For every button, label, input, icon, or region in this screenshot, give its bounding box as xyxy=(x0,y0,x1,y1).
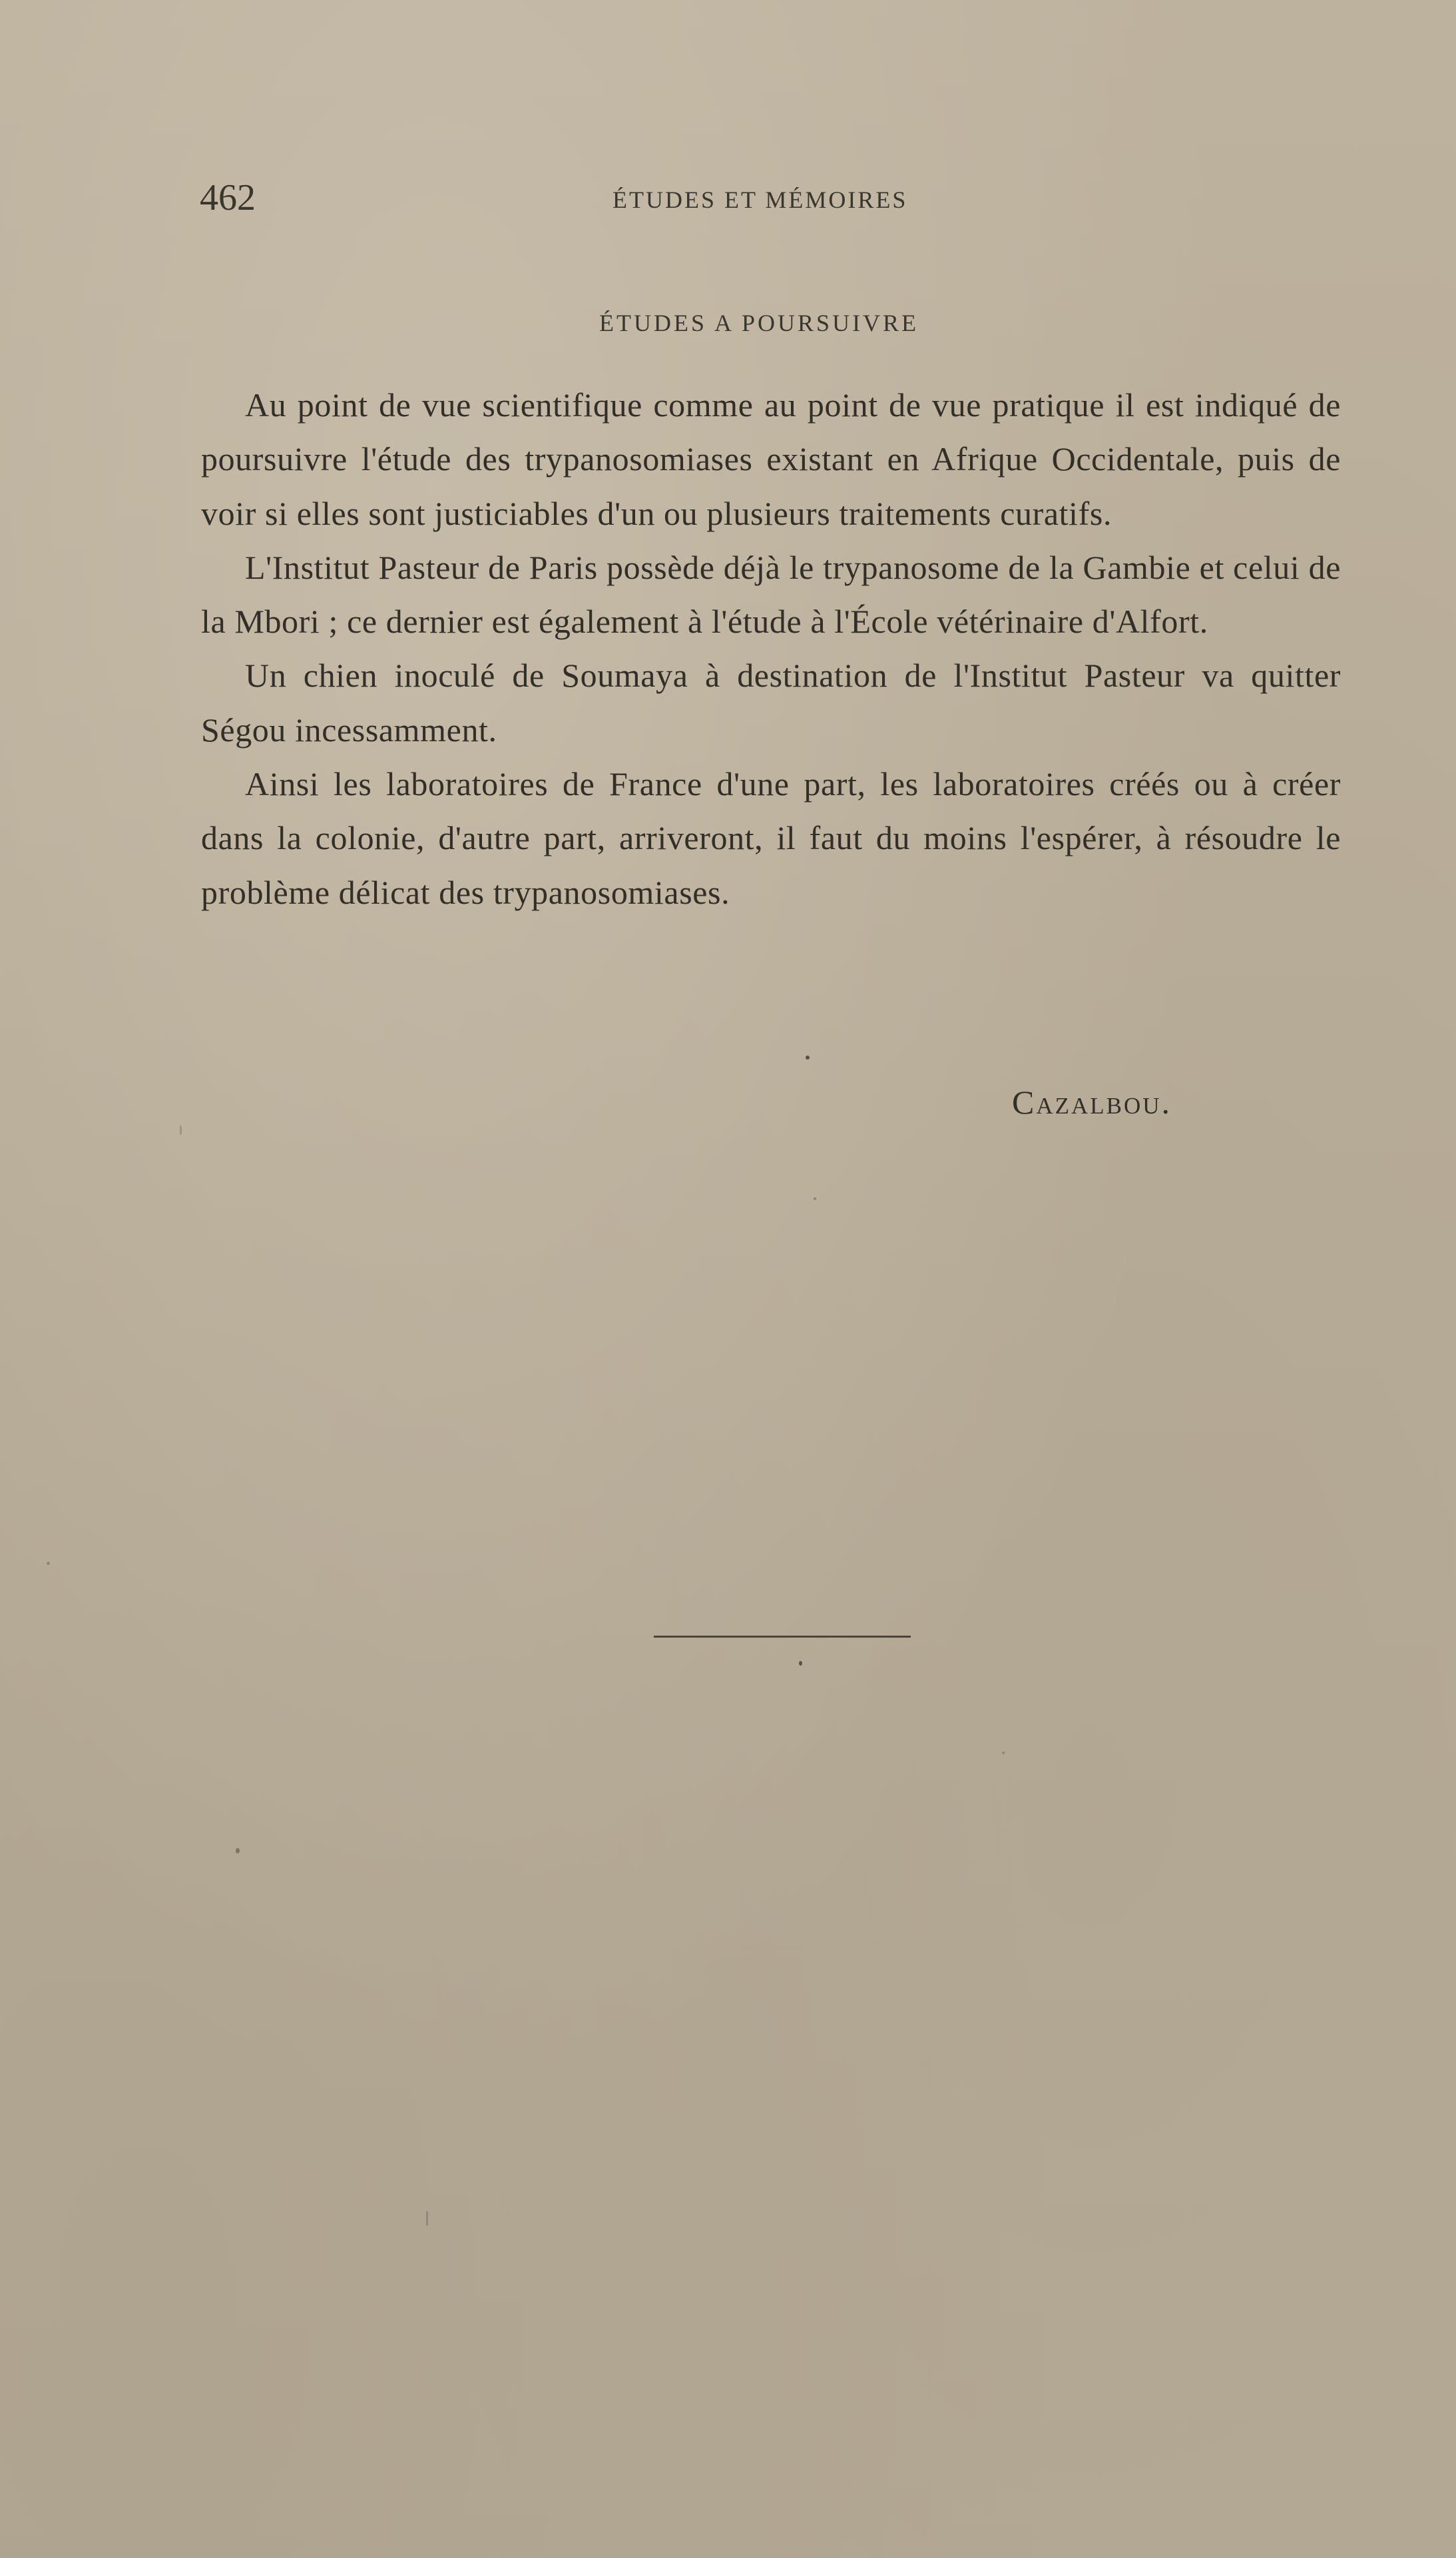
author-signature xyxy=(1012,1079,1172,1125)
running-head: ÉTUDES ET MÉMOIRES xyxy=(612,186,908,213)
section-title: ÉTUDES A POURSUIVRE xyxy=(599,310,919,336)
paragraph: Un chien inoculé de Soumaya à destination de l'Institut Pasteur va quitter Ségou incessamment. xyxy=(201,657,1341,749)
paper-speck xyxy=(806,1056,810,1060)
paragraph: L'Institut Pasteur de Paris possède déjà le trypanosome de la Gambie et celui de la Mbori ; ce dernier est également à l'étude à l'École vétérinaire d'Alfort. xyxy=(201,548,1341,641)
author-name: Cazalbou. xyxy=(1012,1084,1172,1121)
paper-speck xyxy=(814,1197,816,1200)
paper-speck xyxy=(180,1125,182,1135)
paper-speck xyxy=(1002,1752,1005,1754)
page-header xyxy=(200,174,1345,221)
page-number: 462 xyxy=(200,177,256,218)
paper-speck xyxy=(47,1562,50,1565)
body-text xyxy=(201,378,1341,920)
paper-speck xyxy=(426,2211,428,2226)
paragraph: Au point de vue scientifique comme au point de vue pratique il est indiqué de poursuivre l'étude des trypanosomiases existant en Afrique Occidentale, puis de voir si elles sont justiciables d'un ou plusieurs traitements curatifs. xyxy=(201,386,1341,532)
paragraph: Ainsi les laboratoires de France d'une part, les laboratoires créés ou à créer dans la colonie, d'autre part, arriveront, il faut du moins l'espérer, à résoudre le problème délicat des trypanosomiases. xyxy=(201,765,1341,911)
paper-speck xyxy=(236,1848,240,1853)
paper-speck xyxy=(799,1661,802,1666)
end-rule-divider xyxy=(654,1636,911,1638)
